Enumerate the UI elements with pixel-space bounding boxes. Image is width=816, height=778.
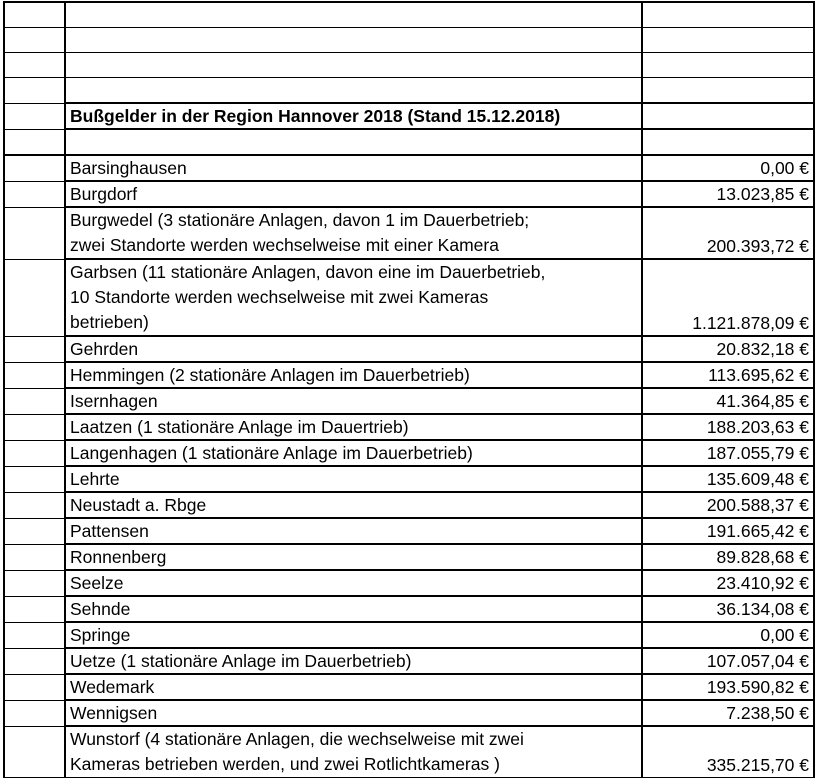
cell[interactable] <box>4 78 65 104</box>
municipality-line: betrieben) <box>70 312 149 332</box>
table-row <box>4 596 814 622</box>
table-title[interactable]: Bußgelder in der Region Hannover 2018 (Stand 15.12.2018) <box>65 103 642 129</box>
cell[interactable] <box>4 648 65 674</box>
cell[interactable] <box>65 28 642 53</box>
table-row <box>4 207 814 259</box>
cell[interactable] <box>642 78 814 104</box>
cell[interactable] <box>4 544 65 570</box>
cell[interactable] <box>4 570 65 596</box>
cell[interactable] <box>4 181 65 207</box>
municipality-line: 10 Standorte werden wechselweise mit zwei Kameras <box>70 287 489 307</box>
table-row <box>4 466 814 492</box>
municipality-line: Wunstorf (4 stationäre Anlagen, die wechselweise mit zwei <box>70 729 524 749</box>
cell[interactable] <box>642 53 814 78</box>
cell[interactable] <box>642 103 814 129</box>
municipality-cell[interactable]: Burgdorf <box>65 181 642 207</box>
amount-cell[interactable]: 13.023,85 € <box>642 181 814 207</box>
cell[interactable] <box>4 466 65 492</box>
cell[interactable] <box>4 336 65 362</box>
empty-row <box>4 2 814 28</box>
cell[interactable] <box>4 414 65 440</box>
table-row <box>4 674 814 700</box>
municipality-line: zwei Standorte werden wechselweise mit einer Kamera <box>70 235 499 255</box>
amount-cell[interactable]: 0,00 € <box>642 622 814 648</box>
table-row <box>4 440 814 466</box>
amount-cell[interactable]: 7.238,50 € <box>642 700 814 726</box>
amount-cell[interactable]: 193.590,82 € <box>642 674 814 700</box>
cell[interactable] <box>65 129 642 155</box>
spreadsheet-table <box>3 1 815 778</box>
municipality-cell[interactable]: Gehrden <box>65 336 642 362</box>
municipality-cell[interactable]: Hemmingen (2 stationäre Anlagen im Dauerbetrieb) <box>65 362 642 388</box>
cell[interactable] <box>4 674 65 700</box>
amount-cell[interactable]: 89.828,68 € <box>642 544 814 570</box>
municipality-cell[interactable]: Sehnde <box>65 596 642 622</box>
table-row <box>4 570 814 596</box>
cell[interactable] <box>4 129 65 155</box>
municipality-cell[interactable]: Wennigsen <box>65 700 642 726</box>
table-row <box>4 362 814 388</box>
table-row <box>4 648 814 674</box>
cell[interactable] <box>4 622 65 648</box>
amount-cell[interactable]: 335.215,70 € <box>642 726 814 778</box>
municipality-cell[interactable]: Ronnenberg <box>65 544 642 570</box>
municipality-cell[interactable] <box>65 259 642 336</box>
cell[interactable] <box>65 2 642 28</box>
municipality-cell[interactable]: Langenhagen (1 stationäre Anlage im Dauerbetrieb) <box>65 440 642 466</box>
cell[interactable] <box>4 440 65 466</box>
cell[interactable] <box>4 28 65 53</box>
empty-row <box>4 53 814 78</box>
amount-cell[interactable]: 1.121.878,09 € <box>642 259 814 336</box>
municipality-line: Garbsen (11 stationäre Anlagen, davon eine im Dauerbetrieb, <box>70 262 546 282</box>
amount-cell[interactable]: 36.134,08 € <box>642 596 814 622</box>
amount-cell[interactable]: 41.364,85 € <box>642 388 814 414</box>
municipality-cell[interactable] <box>65 207 642 259</box>
table-row <box>4 518 814 544</box>
cell[interactable] <box>4 103 65 129</box>
cell[interactable] <box>4 53 65 78</box>
municipality-cell[interactable]: Barsinghausen <box>65 155 642 181</box>
table-row <box>4 259 814 336</box>
municipality-line: Kameras betrieben werden, und zwei Rotlichtkameras ) <box>70 754 500 774</box>
municipality-cell[interactable]: Laatzen (1 stationäre Anlage im Dauertrieb) <box>65 414 642 440</box>
cell[interactable] <box>4 362 65 388</box>
table-row <box>4 544 814 570</box>
municipality-cell[interactable]: Seelze <box>65 570 642 596</box>
amount-cell[interactable]: 191.665,42 € <box>642 518 814 544</box>
amount-cell[interactable]: 135.609,48 € <box>642 466 814 492</box>
municipality-cell[interactable]: Uetze (1 stationäre Anlage im Dauerbetrieb) <box>65 648 642 674</box>
amount-cell[interactable]: 20.832,18 € <box>642 336 814 362</box>
cell[interactable] <box>642 2 814 28</box>
cell[interactable] <box>4 207 65 259</box>
cell[interactable] <box>4 596 65 622</box>
municipality-cell[interactable]: Pattensen <box>65 518 642 544</box>
municipality-cell[interactable] <box>65 726 642 778</box>
table-row <box>4 622 814 648</box>
municipality-cell[interactable]: Neustadt a. Rbge <box>65 492 642 518</box>
empty-row <box>4 28 814 53</box>
amount-cell[interactable]: 187.055,79 € <box>642 440 814 466</box>
empty-row <box>4 129 814 155</box>
cell[interactable] <box>4 726 65 778</box>
cell[interactable] <box>4 700 65 726</box>
cell[interactable] <box>4 155 65 181</box>
amount-cell[interactable]: 113.695,62 € <box>642 362 814 388</box>
amount-cell[interactable]: 0,00 € <box>642 155 814 181</box>
cell[interactable] <box>4 388 65 414</box>
municipality-cell[interactable]: Wedemark <box>65 674 642 700</box>
table-row <box>4 492 814 518</box>
cell[interactable] <box>4 492 65 518</box>
cell[interactable] <box>4 2 65 28</box>
title-row <box>4 103 814 129</box>
table-row <box>4 336 814 362</box>
table-row <box>4 414 814 440</box>
cell[interactable] <box>4 518 65 544</box>
table-row <box>4 155 814 181</box>
cell[interactable] <box>65 53 642 78</box>
cell[interactable] <box>65 78 642 104</box>
amount-cell[interactable]: 200.588,37 € <box>642 492 814 518</box>
table-row <box>4 181 814 207</box>
municipality-cell[interactable]: Springe <box>65 622 642 648</box>
cell[interactable] <box>4 259 65 336</box>
empty-row <box>4 78 814 104</box>
data-rows <box>4 155 814 778</box>
amount-cell[interactable]: 200.393,72 € <box>642 207 814 259</box>
amount-cell[interactable]: 107.057,04 € <box>642 648 814 674</box>
cell[interactable] <box>642 129 814 155</box>
municipality-cell[interactable]: Isernhagen <box>65 388 642 414</box>
amount-cell[interactable]: 188.203,63 € <box>642 414 814 440</box>
table-row <box>4 388 814 414</box>
amount-cell[interactable]: 23.410,92 € <box>642 570 814 596</box>
table-row <box>4 726 814 778</box>
municipality-line: Burgwedel (3 stationäre Anlagen, davon 1 im Dauerbetrieb; <box>70 210 530 230</box>
municipality-cell[interactable]: Lehrte <box>65 466 642 492</box>
table-row <box>4 700 814 726</box>
cell[interactable] <box>642 28 814 53</box>
